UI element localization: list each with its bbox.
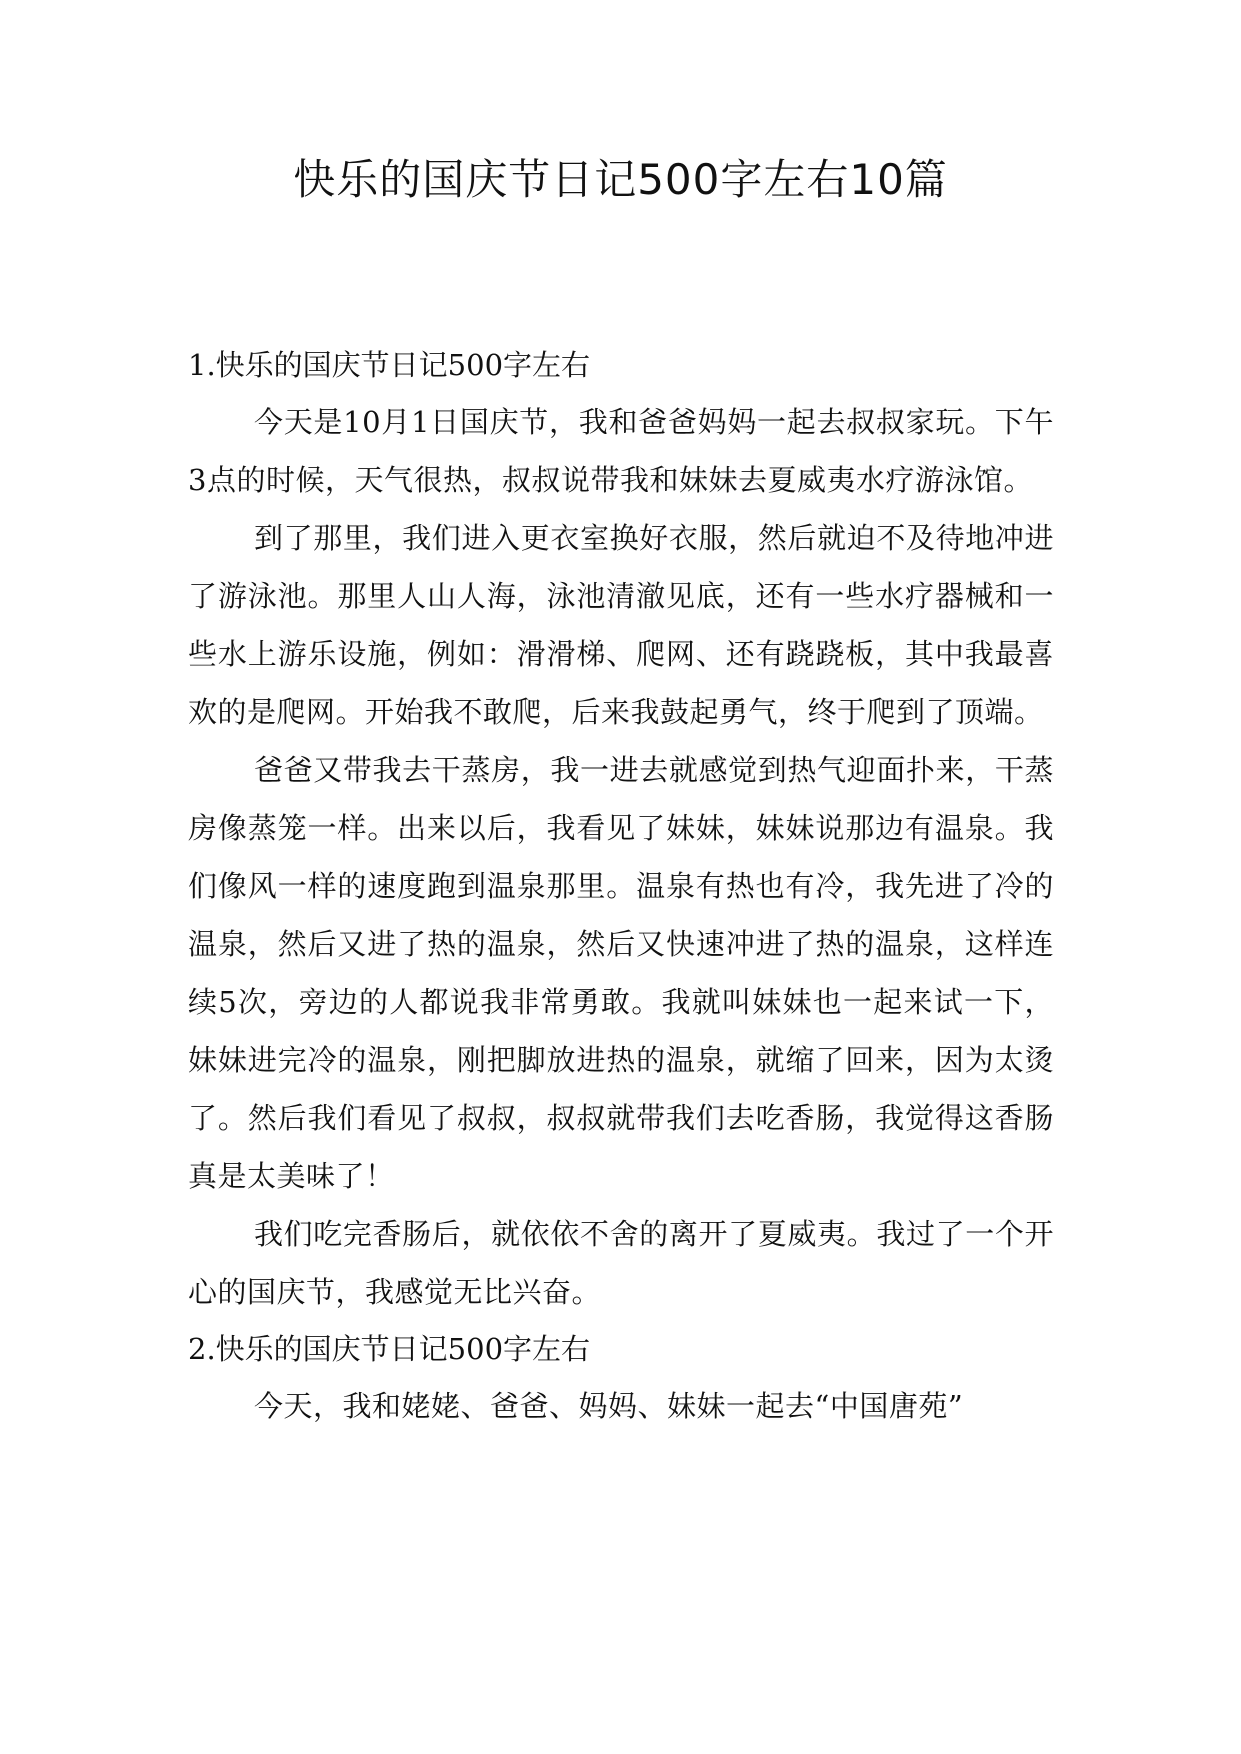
section-heading-1: 1.快乐的国庆节日记500字左右 [188,348,591,382]
paragraph: 我们吃完香肠后，就依依不舍的离开了夏威夷。我过了一个开心的国庆节，我感觉无比兴奋。 [188,1217,1054,1309]
document-title: 快乐的国庆节日记500字左右10篇 [293,155,948,204]
paragraph: 今天是10月1日国庆节，我和爸爸妈妈一起去叔叔家玩。下午3点的时候，天气很热，叔叔说带我和妹妹去夏威夷水疗游泳馆。 [188,405,1054,497]
paragraph: 今天，我和姥姥、爸爸、妈妈、妹妹一起去“中国唐苑” [254,1389,964,1423]
document-body [188,337,1054,1435]
paragraph: 到了那里，我们进入更衣室换好衣服，然后就迫不及待地冲进了游泳池。那里人山人海，泳池清澈见底，还有一些水疗器械和一些水上游乐设施，例如：滑滑梯、爬网、还有跷跷板，其中我最喜欢的是爬网。开始我不敢爬，后来我鼓起勇气，终于爬到了顶端。 [188,521,1054,729]
section-heading-2: 2.快乐的国庆节日记500字左右 [188,1332,591,1366]
paragraph: 爸爸又带我去干蒸房，我一进去就感觉到热气迎面扑来，干蒸房像蒸笼一样。出来以后，我看见了妹妹，妹妹说那边有温泉。我们像风一样的速度跑到温泉那里。温泉有热也有冷，我先进了冷的温泉，然后又进了热的温泉，然后又快速冲进了热的温泉，这样连续5次，旁边的人都说我非常勇敢。我就叫妹妹也一起来试一下，妹妹进完冷的温泉，刚把脚放进热的温泉，就缩了回来，因为太烫了。然后我们看见了叔叔，叔叔就带我们去吃香肠，我觉得这香肠真是太美味了！ [188,753,1054,1193]
